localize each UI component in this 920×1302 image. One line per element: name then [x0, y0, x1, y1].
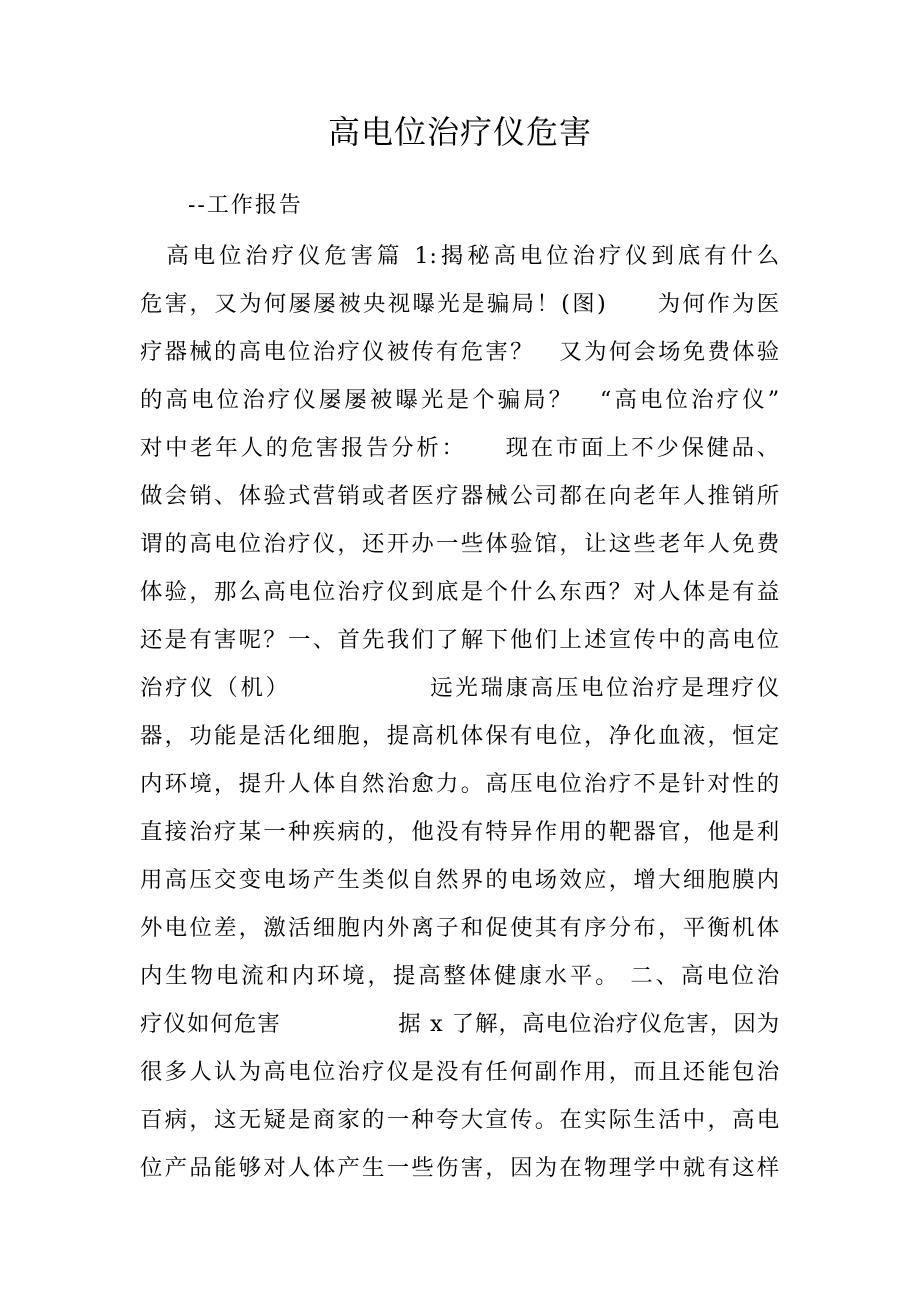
body-line: 对中老年人的危害报告分析： 现在市面上不少保健品、 [140, 435, 780, 461]
body-line: 用高压交变电场产生类似自然界的电场效应，增大细胞膜内 [140, 867, 780, 893]
document-subtitle: --工作报告 [188, 193, 303, 218]
body-line: 内生物电流和内环境，提高整体健康水平。 二、高电位治 [140, 963, 780, 989]
body-line: 体验，那么高电位治疗仪到底是个什么东西？对人体是有益 [140, 579, 780, 605]
body-line: 还是有害呢？一、首先我们了解下他们上述宣传中的高电位 [140, 627, 780, 653]
document-body [140, 232, 780, 1192]
body-line: 谓的高电位治疗仪，还开办一些体验馆，让这些老年人免费 [140, 531, 780, 557]
body-line: 危害，又为何屡屡被央视曝光是骗局！(图) 为何作为医 [140, 291, 780, 317]
body-line: 很多人认为高电位治疗仪是没有任何副作用，而且还能包治 [140, 1059, 780, 1085]
body-line: 器，功能是活化细胞，提高机体保有电位，净化血液，恒定 [140, 723, 780, 749]
body-line: 内环境，提升人体自然治愈力。高压电位治疗不是针对性的 [140, 771, 780, 797]
body-line: 疗仪如何危害 据 x 了解，高电位治疗仪危害，因为 [140, 1011, 780, 1037]
body-line: 外电位差，激活细胞内外离子和促使其有序分布，平衡机体 [140, 915, 780, 941]
body-line: 位产品能够对人体产生一些伤害，因为在物理学中就有这样 [140, 1155, 780, 1181]
body-line: 直接治疗某一种疾病的，他没有特异作用的靶器官，他是利 [140, 819, 780, 845]
body-line: 的高电位治疗仪屡屡被曝光是个骗局？ “高电位治疗仪” [140, 387, 780, 413]
body-line: 高电位治疗仪危害篇 1:揭秘高电位治疗仪到底有什么 [140, 243, 780, 269]
body-line: 百病，这无疑是商家的一种夸大宣传。在实际生活中，高电 [140, 1107, 780, 1133]
body-line: 疗器械的高电位治疗仪被传有危害？ 又为何会场免费体验 [140, 339, 780, 365]
body-line: 治疗仪（机） 远光瑞康高压电位治疗是理疗仪 [140, 675, 780, 701]
document-title: 高电位治疗仪危害 [327, 113, 592, 151]
body-line: 做会销、体验式营销或者医疗器械公司都在向老年人推销所 [140, 483, 780, 509]
